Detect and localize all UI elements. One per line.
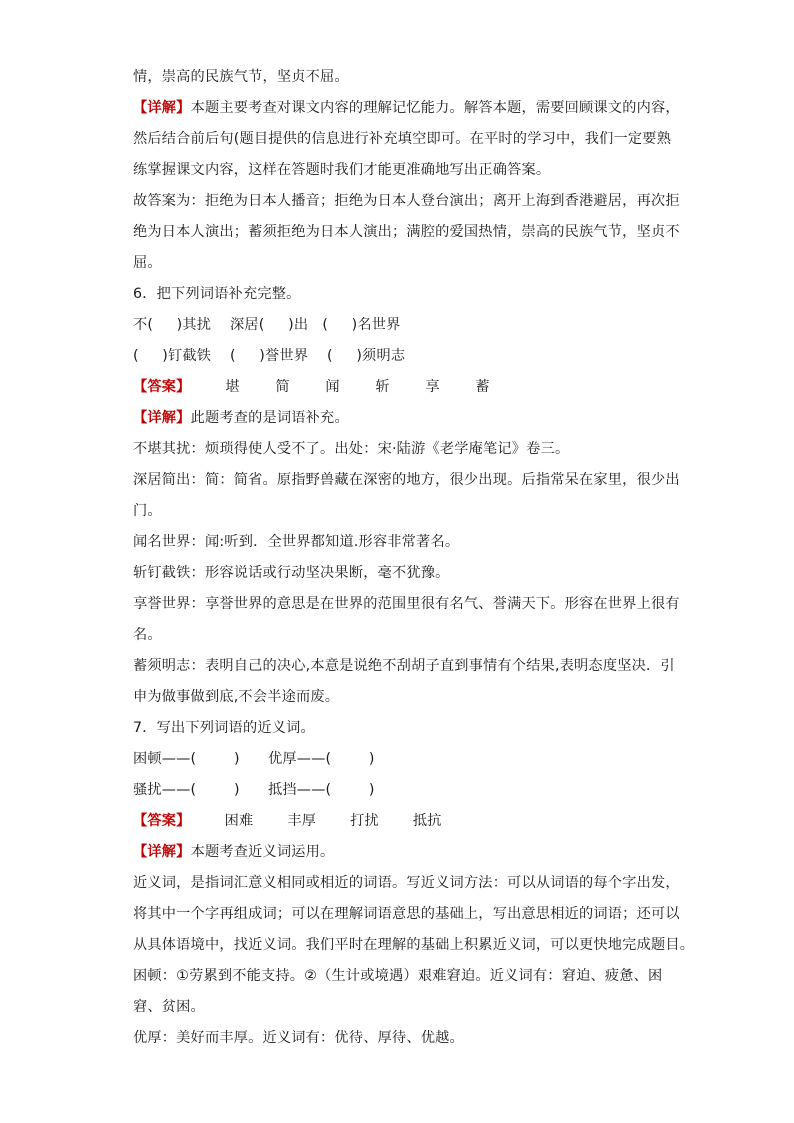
text-line: 闻名世界：闻:听到．全世界都知道.形容非常著名。 <box>133 534 460 550</box>
text-line: 门。 <box>133 503 162 519</box>
answer-item: 堪 <box>225 379 240 395</box>
detail-line <box>133 93 680 124</box>
text-line: 窘、贫困。 <box>133 999 205 1015</box>
text-line: 优厚：美好而丰厚。近义词有：优待、厚待、优越。 <box>133 1030 464 1046</box>
text-line: 困顿——( ) 优厚——( ) <box>133 751 375 767</box>
answer-item: 闻 <box>325 379 340 395</box>
answer-item: 简 <box>275 379 290 395</box>
text-line: 名。 <box>133 627 162 643</box>
answer-item: 丰厚 <box>287 813 317 829</box>
text-line: 享誉世界：享誉世界的意思是在世界的范围里很有名气、誉满天下。形容在世界上很有 <box>133 596 680 612</box>
detail-tag: 【详解】 <box>133 844 191 860</box>
answer-item: 打扰 <box>350 813 379 829</box>
text-line: 申为做事做到底,不会半途而废。 <box>133 689 340 705</box>
text-line: 蓄须明志：表明自己的决心,本意是说绝不刮胡子直到事情有个结果,表明态度坚决．引 <box>133 658 675 674</box>
detail-line <box>133 837 674 868</box>
text-line: 情，崇高的民族气节，坚贞不屈。 <box>133 69 349 85</box>
text-line: 屈。 <box>133 255 162 271</box>
answer-item: 享 <box>425 379 440 395</box>
text-line: 然后结合前后句(题目提供的信息进行补充填空即可。在平时的学习中，我们一定要熟 <box>133 131 672 147</box>
text-line: 近义词，是指词汇意义相同或相近的词语。写近义词方法：可以从词语的每个字出发， <box>133 875 680 891</box>
text-line: 深居简出：简：简省。原指野兽藏在深密的地方，很少出现。后指常呆在家里，很少出 <box>133 472 680 488</box>
detail-text: 此题考查的是词语补充。 <box>190 410 349 426</box>
detail-tag: 【详解】 <box>133 410 191 426</box>
text-line: 不( )其扰 深居( )出 ( )名世界 <box>133 317 401 333</box>
text-line: 7．写出下列词语的近义词。 <box>133 720 315 736</box>
answer-line <box>133 372 674 403</box>
text-line: 不堪其扰：烦琐得使人受不了。出处：宋·陆游《老学庵笔记》卷三。 <box>133 441 570 457</box>
text-line: 故答案为：拒绝为日本人播音；拒绝为日本人登台演出；离开上海到香港避居，再次拒 <box>133 193 680 209</box>
text-line: 绝为日本人演出；蓄须拒绝为日本人演出；满腔的爱国热情，崇高的民族气节，坚贞不 <box>133 224 680 240</box>
text-line: 困顿：①劳累到不能支持。②（生计或境遇）艰难窘迫。近义词有：窘迫、疲惫、困 <box>133 968 663 984</box>
text-line: 6．把下列词语补充完整。 <box>133 286 301 302</box>
text-line: 斩钉截铁：形容说话或行动坚决果断，毫不犹豫。 <box>133 565 450 581</box>
detail-text: 本题主要考查对课文内容的理解记忆能力。解答本题，需要回顾课文的内容， <box>190 100 680 116</box>
text-line: ( )钉截铁 ( )誉世界 ( )须明志 <box>133 348 406 364</box>
text-line: 骚扰——( ) 抵挡——( ) <box>133 782 375 798</box>
answer-tag: 【答案】 <box>133 379 191 395</box>
detail-text: 本题考查近义词运用。 <box>190 844 335 860</box>
text-line: 练掌握课文内容，这样在答题时我们才能更准确地写出正确答案。 <box>133 162 551 178</box>
answer-item: 抵抗 <box>412 813 442 829</box>
answer-item: 蓄 <box>475 379 490 395</box>
text-line: 从具体语境中，找近义词。我们平时在理解的基础上积累近义词，可以更快地完成题目。 <box>133 937 695 953</box>
detail-line <box>133 403 674 434</box>
answer-item: 斩 <box>375 379 390 395</box>
detail-tag: 【详解】 <box>133 100 191 116</box>
answer-tag: 【答案】 <box>133 813 191 829</box>
answer-item: 困难 <box>224 813 254 829</box>
answer-line <box>133 806 674 837</box>
text-line: 将其中一个字再组成词；可以在理解词语意思的基础上，写出意思相近的词语；还可以 <box>133 906 680 922</box>
